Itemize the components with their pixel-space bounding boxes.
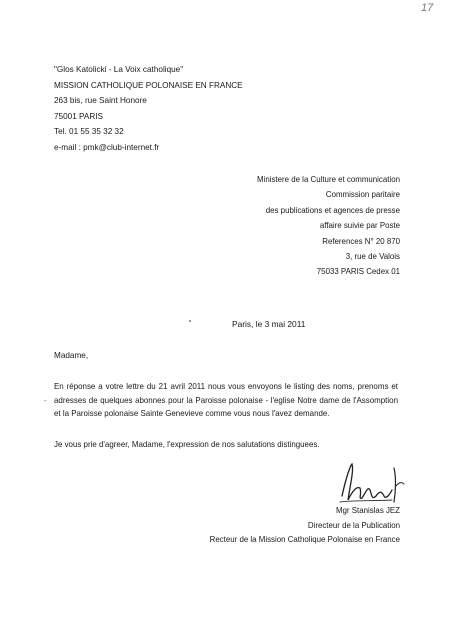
sender-city: 75001 PARIS	[54, 111, 104, 121]
closing-formula: Je vous prie d'agreer, Madame, l'expression de nos salutations distinguees.	[54, 440, 320, 449]
sender-email: e-mail : pmk@club-internet.fr	[54, 142, 160, 152]
recipient-department: des publications et agences de presse	[265, 205, 400, 215]
letter-date: Paris, le 3 mai 2011	[232, 319, 306, 329]
signer-title: Directeur de la Publication	[307, 520, 400, 530]
signer-block	[210, 504, 400, 548]
sender-address-block	[54, 62, 243, 155]
recipient-reference: References N° 20 870	[322, 236, 400, 246]
recipient-commission: Commission paritaire	[325, 190, 400, 200]
recipient-ministry: Ministere de la Culture et communication	[257, 175, 400, 184]
body-paragraph: En réponse a votre lettre du 21 avril 2011 nous vous envoyons le listing des noms, prenoms et adresses de quelques abonnes pour la Paroisse polonaise - l'eglise Notre dame de l'Assomption et la Paroisse polonaise Sainte Genevieve comme vous nous l'avez demande.	[54, 382, 398, 418]
signer-role: Recteur de la Mission Catholique Polonaise en France	[209, 535, 400, 544]
sender-publication: "Glos Katolicki - La Voix catholique"	[54, 65, 184, 74]
sender-organization: MISSION CATHOLIQUE POLONAISE EN FRANCE	[54, 80, 243, 90]
scan-speck	[189, 320, 191, 322]
page-number: 17	[421, 2, 434, 14]
salutation: Madame,	[54, 351, 89, 360]
signer-name: Mgr Stanislas JEZ	[335, 506, 400, 515]
recipient-address-block	[257, 172, 400, 280]
recipient-handled-by: affaire suivie par Poste	[319, 221, 400, 231]
margin-mark: -	[44, 398, 47, 405]
sender-street: 263 bis, rue Saint Honore	[54, 96, 147, 105]
sender-phone: Tel. 01 55 35 32 32	[54, 127, 124, 136]
recipient-street: 3, rue de Valois	[345, 252, 400, 262]
recipient-city: 75033 PARIS Cedex 01	[316, 267, 400, 277]
